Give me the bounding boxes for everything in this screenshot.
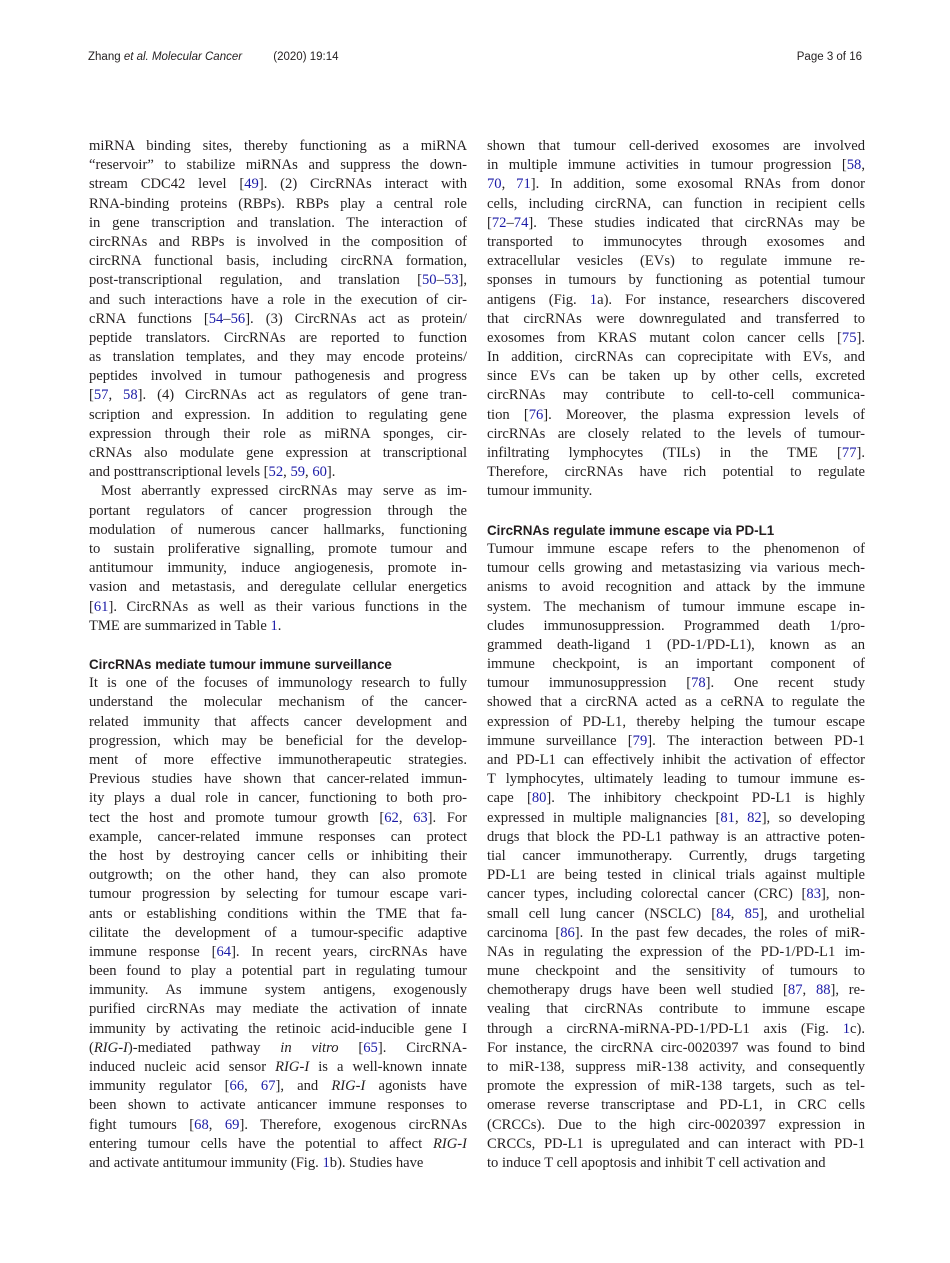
citation-link[interactable]: 70 xyxy=(487,176,502,193)
text-line: cancer types, including colorectal cancer (CRC) [83], non- xyxy=(487,886,865,903)
paragraph xyxy=(89,674,467,1173)
citation-link[interactable]: 64 xyxy=(216,943,232,960)
text-line: tumour progression by selecting for tumour escape vari- xyxy=(89,886,467,903)
citation-link[interactable]: 53 xyxy=(443,272,459,289)
text-line: expression through their role as miRNA sponges, cir- xyxy=(89,425,467,442)
text-line: in multiple immune activities in tumour progression [58, xyxy=(487,157,865,174)
citation-link[interactable]: 61 xyxy=(93,598,109,615)
running-header xyxy=(88,51,862,69)
citation-link[interactable]: 85 xyxy=(744,905,760,922)
page-number: Page 3 of 16 xyxy=(796,51,862,63)
figure-link[interactable]: 1 xyxy=(842,1020,850,1037)
citation-link[interactable]: 81 xyxy=(720,809,735,826)
text-line: RNA-binding proteins (RBPs). RBPs play a central role xyxy=(89,195,467,212)
text-line: to miR-138, suppress miR-138 activity, and consequently xyxy=(487,1059,865,1075)
text-line: miRNA binding sites, thereby functioning as a miRNA xyxy=(89,138,467,154)
text-line: circRNA functional basis, including circRNA formation, xyxy=(89,253,467,270)
text-line: Therefore, circRNAs have rich potential to regulate xyxy=(487,464,865,481)
citation-link[interactable]: 50 xyxy=(422,272,437,289)
text-line: to induce T cell apoptosis and inhibit T cell activation and xyxy=(487,1154,826,1171)
text-line: “reservoir” to stabilize miRNAs and suppress the down- xyxy=(89,157,467,174)
text-line: Previous studies have shown that cancer-related immun- xyxy=(89,771,467,788)
text-line: the host by destroying cancer cells or inhibiting their xyxy=(89,847,467,864)
text-line: peptides involved in tumour pathogenesis and progress xyxy=(89,368,467,385)
text-line: immunity regulator [66, 67], and RIG-I agonists have xyxy=(89,1078,467,1095)
text-line: small cell lung cancer (NSCLC) [84, 85], and urothelial xyxy=(487,905,865,922)
citation-link[interactable]: 65 xyxy=(363,1039,378,1056)
text-line: example, cancer-related immune responses can protect xyxy=(89,828,467,845)
citation-link[interactable]: 68 xyxy=(194,1116,209,1133)
paragraph xyxy=(89,482,467,636)
citation-link[interactable]: 54 xyxy=(208,310,224,327)
text-line: immunity by activating the retinoic acid-inducible gene I xyxy=(89,1020,467,1037)
text-line: and activate antitumour immunity (Fig. 1b). Studies have xyxy=(89,1154,424,1171)
text-line: mune checkpoint and the sensitivity of tumours to xyxy=(487,963,865,980)
right-column xyxy=(487,137,865,1173)
citation-link[interactable]: 59 xyxy=(290,464,306,481)
citation-link[interactable]: 57 xyxy=(93,387,109,404)
citation-link[interactable]: 79 xyxy=(632,732,648,749)
text-line: modulation of numerous cancer hallmarks, functioning xyxy=(89,521,467,538)
text-line: It is one of the focuses of immunology research to fully xyxy=(89,675,467,692)
text-line: exosomes from KRAS mutant colon cancer cells [75]. xyxy=(487,329,865,346)
citation-link[interactable]: 82 xyxy=(747,809,762,826)
citation-link[interactable]: 60 xyxy=(312,464,327,481)
citation-link[interactable]: 83 xyxy=(806,886,821,903)
text-line: drugs that block the PD-L1 pathway is an attractive poten- xyxy=(487,828,865,845)
text-line: carcinoma [86]. In the past few decades, the roles of miR- xyxy=(487,924,865,941)
text-line: fight tumours [68, 69]. Therefore, exogenous circRNAs xyxy=(89,1116,467,1133)
text-line: vealing that circRNAs contribute to immune escape xyxy=(487,1001,865,1018)
text-line: immunity. As immune system antigens, exogenously xyxy=(89,982,467,999)
section-heading: CircRNAs regulate immune escape via PD-L1 xyxy=(487,522,775,538)
paragraph xyxy=(89,137,467,482)
author: Zhang xyxy=(88,51,121,63)
text-line: post-transcriptional regulation, and translation [50–53], xyxy=(89,272,467,289)
text-line: Most aberrantly expressed circRNAs may serve as im- xyxy=(101,483,467,500)
citation-link[interactable]: 69 xyxy=(224,1116,240,1133)
text-line: outgrowth; on the other hand, they can also promote xyxy=(89,867,467,884)
text-line: For instance, the circRNA circ-0020397 was found to bind xyxy=(487,1039,865,1056)
text-line: circRNAs may contribute to cell-to-cell communica- xyxy=(487,387,865,404)
text-line: and PD-L1 can effectively inhibit the activation of effector xyxy=(487,752,865,768)
text-line: ity plays a dual role in cancer, functioning to both pro- xyxy=(89,790,467,807)
text-line: chemotherapy drugs have been well studied [87, 88], re- xyxy=(487,982,865,999)
text-line: purified circRNAs may mediate the activation of innate xyxy=(89,1001,467,1018)
text-line: showed that a circRNA acted as a ceRNA to regulate the xyxy=(487,694,865,711)
text-line: cludes immunosuppression. Programmed death 1/pro- xyxy=(487,617,865,634)
text-line: shown that tumour cell-derived exosomes are involved xyxy=(487,138,865,154)
text-line: tial cancer immunotherapy. Currently, drugs targeting xyxy=(487,847,865,864)
citation-link[interactable]: 52 xyxy=(268,464,284,481)
text-line: been found to play a potential part in regulating tumour xyxy=(89,963,467,980)
text-line: (CRCCs). Due to the high circ-0020397 expression in xyxy=(487,1116,865,1133)
text-line: entering tumour cells have the potential to affect RIG-I xyxy=(89,1135,467,1152)
text-line: cRNA functions [54–56]. (3) CircRNAs act as protein/ xyxy=(89,310,467,327)
text-line: tect the host and promote tumour growth [62, 63]. For xyxy=(89,809,467,826)
paragraph xyxy=(487,137,865,502)
citation-link[interactable]: 75 xyxy=(841,329,857,346)
text-line: stream CDC42 level [49]. (2) CircRNAs interact with xyxy=(89,176,467,193)
text-line: understand the molecular mechanism of the cancer- xyxy=(89,694,467,711)
text-line: tumour cells growing and metastasizing via various mech- xyxy=(487,560,865,577)
text-line: vasion and metastasis, and deregulate cellular energetics xyxy=(89,579,467,596)
citation-link[interactable]: 77 xyxy=(841,445,857,461)
text-line: omerase reverse transcriptase and PD-L1, in CRC cells xyxy=(487,1097,865,1114)
citation-link[interactable]: 76 xyxy=(528,406,544,423)
text-line: in gene transcription and translation. The interaction of xyxy=(89,214,467,231)
text-line: anisms to avoid recognition and attack by the immune xyxy=(487,579,865,596)
journal-date: (2020) 19:14 xyxy=(273,51,339,63)
citation-link[interactable]: 87 xyxy=(787,982,803,999)
citation-link[interactable]: 67 xyxy=(260,1078,276,1095)
text-line: cape [80]. The inhibitory checkpoint PD-L1 is highly xyxy=(487,790,865,807)
citation-link[interactable]: 72 xyxy=(491,214,507,231)
text-line: system. The mechanism of tumour immune escape in- xyxy=(487,598,865,615)
text-line: and such interactions have a role in the execution of cir- xyxy=(89,291,467,308)
citation xyxy=(88,51,339,63)
citation-link[interactable]: 74 xyxy=(513,214,529,231)
text-line: related immunity that affects cancer development and xyxy=(89,713,467,730)
text-line: [57, 58]. (4) CircRNAs act as regulators of gene tran- xyxy=(89,387,467,404)
text-line: PD-L1 are being tested in clinical trials against multiple xyxy=(487,867,865,884)
text-line: expression of PD-L1, thereby helping the tumour escape xyxy=(487,713,865,730)
text-line: antigens (Fig. 1a). For instance, researchers discovered xyxy=(487,291,865,308)
text-line: since EVs can be taken up by other cells, excreted xyxy=(487,368,865,385)
text-line: expressed in multiple malignancies [81, 82], so developing xyxy=(487,809,865,826)
text-line: sponses in tumours by functioning as potential tumour xyxy=(487,272,865,289)
citation-link[interactable]: 71 xyxy=(516,176,531,193)
citation-link[interactable]: 84 xyxy=(716,905,731,922)
text-line: immune checkpoint, is an important component of xyxy=(487,656,865,673)
text-line: TME are summarized in Table 1. xyxy=(89,617,282,634)
text-line: cells, including circRNA, can function in recipient cells xyxy=(487,195,865,212)
citation-link[interactable]: 49 xyxy=(244,176,259,193)
section-heading: CircRNAs mediate tumour immune surveillance xyxy=(89,657,392,673)
text-line: and posttranscriptional levels [52, 59, 60]. xyxy=(89,464,336,481)
journal-name: Molecular Cancer xyxy=(151,51,243,63)
citation-link[interactable]: 56 xyxy=(230,310,246,327)
text-line: circRNAs are closely related to the levels of tumour- xyxy=(487,425,865,442)
text-line: antitumour immunity, induce angiogenesis, promote in- xyxy=(89,560,467,577)
text-line: tumour immunosuppression [78]. One recent study xyxy=(487,675,865,692)
text-line: 70, 71]. In addition, some exosomal RNAs from donor xyxy=(487,176,865,193)
text-line: Tumour immune escape refers to the phenomenon of xyxy=(487,540,865,557)
text-line: NAs in regulating the expression of the PD-1/PD-L1 im- xyxy=(487,943,865,960)
citation-link[interactable]: 66 xyxy=(229,1078,245,1095)
text-line: immune surveillance [79]. The interaction between PD-1 xyxy=(487,732,865,749)
text-line: portant regulators of cancer progression through the xyxy=(89,502,467,519)
text-line: promote the expression of miR-138 targets, such as tel- xyxy=(487,1078,865,1095)
text-line: [72–74]. These studies indicated that circRNAs may be xyxy=(487,214,865,231)
text-line: [61]. CircRNAs as well as their various functions in the xyxy=(89,598,467,615)
text-line: cilitate the development of a tumour-specific adaptive xyxy=(89,924,467,941)
text-line: ants or establishing conditions within the TME that fa- xyxy=(89,905,467,922)
text-line: circRNAs and RBPs is involved in the composition of xyxy=(89,233,467,250)
left-column xyxy=(89,137,467,1173)
citation-link[interactable]: 86 xyxy=(560,924,575,941)
citation-link[interactable]: 80 xyxy=(531,790,547,807)
text-line: induced nucleic acid sensor RIG-I is a well-known innate xyxy=(89,1059,467,1075)
citation-link[interactable]: 58 xyxy=(123,387,138,404)
text-line: ment of more effective immunotherapeutic strategies. xyxy=(89,752,467,768)
table-link[interactable]: 1 xyxy=(270,617,278,634)
figure-link[interactable]: 1 xyxy=(322,1154,330,1171)
text-line: CRCCs, PD-L1 is upregulated and can interact with PD-1 xyxy=(487,1135,865,1152)
citation-link[interactable]: 78 xyxy=(691,675,706,692)
figure-link[interactable]: 1 xyxy=(589,291,598,308)
text-line: been shown to activate anticancer immune responses to xyxy=(89,1097,467,1114)
text-line: to sustain proliferative signalling, promote tumour and xyxy=(89,540,467,557)
text-line: T lymphocytes, ultimately leading to tumour immune es- xyxy=(487,771,865,788)
citation-link[interactable]: 58 xyxy=(846,157,862,174)
et-al: et al. xyxy=(123,51,149,63)
text-line: tion [76]. Moreover, the plasma expression levels of xyxy=(487,406,865,423)
text-line: peptide translators. CircRNAs are reported to function xyxy=(89,329,467,346)
citation-link[interactable]: 63 xyxy=(413,809,428,826)
text-line: immune response [64]. In recent years, circRNAs have xyxy=(89,943,467,960)
text-line: that circRNAs were downregulated and transferred to xyxy=(487,310,865,327)
text-line: progression, which may be beneficial for the develop- xyxy=(89,732,467,749)
text-line: through a circRNA-miRNA-PD-1/PD-L1 axis (Fig. 1c). xyxy=(487,1020,865,1037)
text-line: cRNAs also modulate gene expression at transcriptional xyxy=(89,445,467,461)
text-line: infiltrating lymphocytes (TILs) in the TME [77]. xyxy=(487,445,865,461)
text-line: scription and expression. In addition to regulating gene xyxy=(89,406,467,423)
text-line: extracellular vesicles (EVs) to regulate immune re- xyxy=(487,253,865,270)
citation-link[interactable]: 88 xyxy=(815,982,831,999)
text-line: transported to immunocytes through exosomes and xyxy=(487,233,865,250)
text-line: tumour immunity. xyxy=(487,483,593,500)
text-line: In addition, circRNAs can coprecipitate with EVs, and xyxy=(487,349,865,366)
text-line: grammed death-ligand 1 (PD-1/PD-L1), known as an xyxy=(487,636,865,653)
paragraph xyxy=(487,540,865,1173)
citation-link[interactable]: 62 xyxy=(384,809,399,826)
text-line: (RIG-I)-mediated pathway in vitro [65]. CircRNA- xyxy=(89,1039,467,1056)
text-line: as translation templates, and they may encode proteins/ xyxy=(89,349,467,366)
